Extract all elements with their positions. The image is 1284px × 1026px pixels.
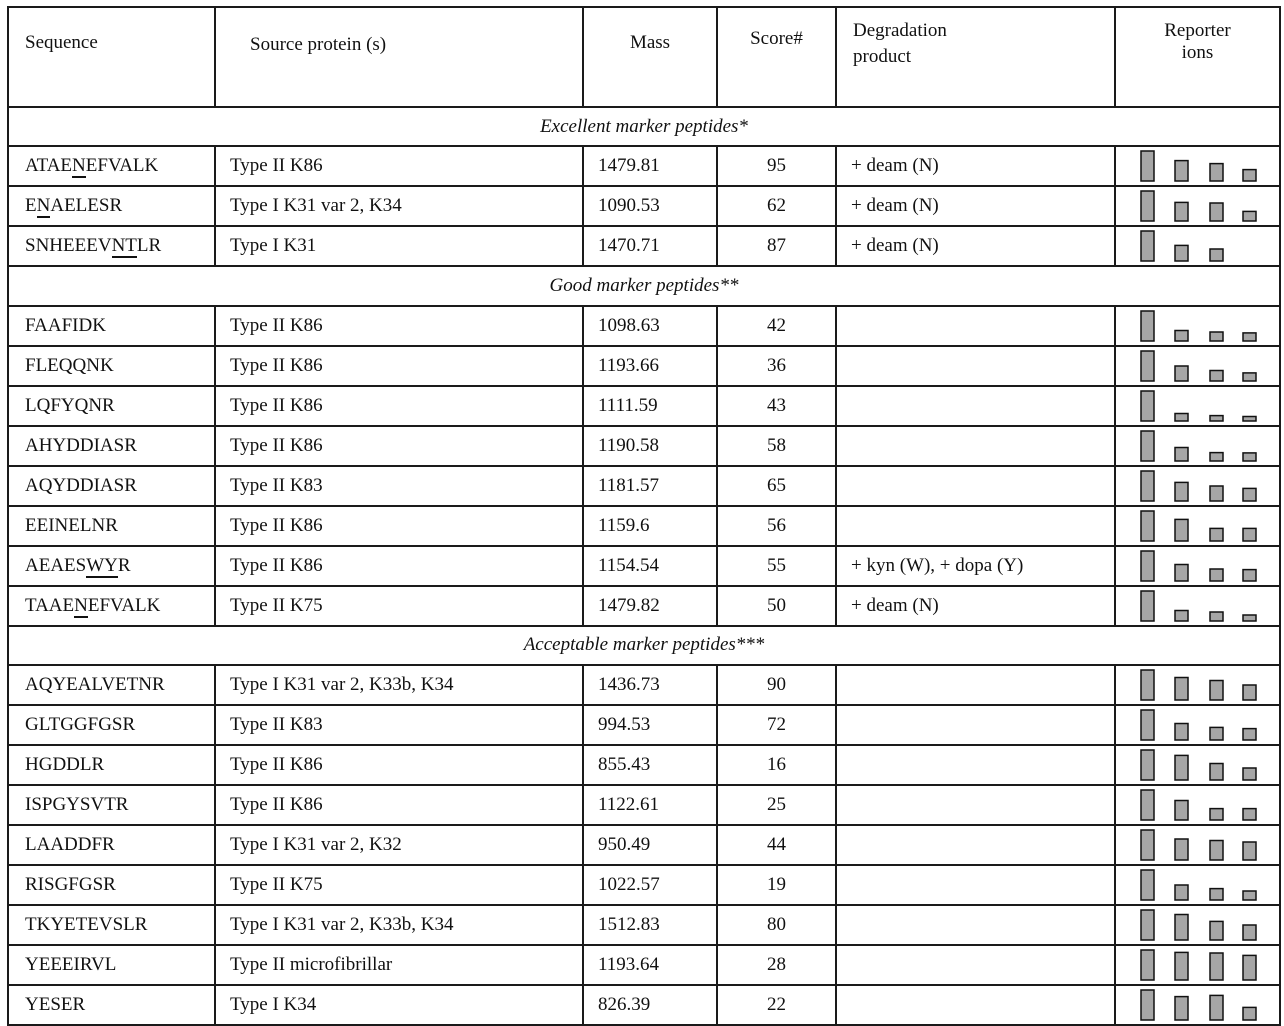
sequence-text: LAADDFR xyxy=(25,833,115,855)
section-header-row xyxy=(8,626,1280,665)
sequence-modified-residues: N xyxy=(72,155,86,177)
reporter-ion-bar xyxy=(1243,1007,1256,1020)
table-row xyxy=(8,785,1280,825)
reporter-ion-bar xyxy=(1243,768,1256,780)
score-cell: 42 xyxy=(717,306,836,346)
table-row xyxy=(8,665,1280,705)
mass-cell: 1111.59 xyxy=(583,386,717,426)
table-row xyxy=(8,865,1280,905)
sequence-text: ISPGYSVTR xyxy=(25,793,129,815)
reporter-ion-bar xyxy=(1141,910,1154,940)
score-cell: 80 xyxy=(717,905,836,945)
reporter-ions-chart xyxy=(1116,147,1279,185)
section-title: Acceptable marker peptides*** xyxy=(8,626,1280,665)
reporter-ions-chart xyxy=(1116,986,1279,1024)
degradation-cell xyxy=(836,386,1115,426)
sequence-text: YEEEIRVL xyxy=(25,953,117,975)
section-header-row xyxy=(8,107,1280,146)
source-protein-cell: Type I K31 var 2, K33b, K34 xyxy=(215,665,583,705)
sequence-text: LR xyxy=(136,235,162,257)
sequence-text: AEAES xyxy=(25,554,87,576)
sequence-text: AELESR xyxy=(50,195,123,217)
mass-cell: 826.39 xyxy=(583,985,717,1025)
reporter-ions-chart xyxy=(1116,906,1279,944)
reporter-ion-bar xyxy=(1243,955,1256,980)
sequence-cell xyxy=(8,945,215,985)
sequence-cell xyxy=(8,226,215,266)
sequence-cell xyxy=(8,785,215,825)
mass-cell: 1512.83 xyxy=(583,905,717,945)
reporter-ion-bar xyxy=(1175,677,1188,700)
reporter-ion-bar xyxy=(1175,952,1188,980)
sequence-text: E xyxy=(25,195,37,217)
mass-cell: 950.49 xyxy=(583,825,717,865)
score-cell: 56 xyxy=(717,506,836,546)
degradation-cell xyxy=(836,945,1115,985)
reporter-ions-cell xyxy=(1115,306,1280,346)
mass-cell: 1436.73 xyxy=(583,665,717,705)
sequence-cell xyxy=(8,745,215,785)
reporter-ion-bar xyxy=(1243,728,1256,739)
reporter-ions-cell xyxy=(1115,226,1280,266)
score-cell: 65 xyxy=(717,466,836,506)
table-row xyxy=(8,546,1280,586)
reporter-ion-bar xyxy=(1210,680,1223,700)
reporter-ion-bar xyxy=(1175,482,1188,501)
reporter-ion-bar xyxy=(1175,839,1188,860)
reporter-ion-bar xyxy=(1210,332,1223,341)
reporter-ion-bar xyxy=(1141,311,1154,341)
source-protein-cell: Type I K31 var 2, K33b, K34 xyxy=(215,905,583,945)
sequence-text: TAAE xyxy=(25,594,75,616)
sequence-text: YESER xyxy=(25,993,86,1015)
reporter-ions-cell xyxy=(1115,586,1280,626)
table-row xyxy=(8,745,1280,785)
table-row xyxy=(8,146,1280,186)
reporter-ions-cell xyxy=(1115,825,1280,865)
sequence-cell xyxy=(8,346,215,386)
score-cell: 87 xyxy=(717,226,836,266)
section-title: Excellent marker peptides* xyxy=(8,107,1280,146)
degradation-cell xyxy=(836,985,1115,1025)
reporter-ions-chart xyxy=(1116,786,1279,824)
source-protein-cell: Type II K75 xyxy=(215,865,583,905)
mass-cell: 1022.57 xyxy=(583,865,717,905)
peptide-marker-table xyxy=(7,6,1281,1026)
degradation-cell: + deam (N) xyxy=(836,586,1115,626)
reporter-ion-bar xyxy=(1210,840,1223,860)
score-cell: 50 xyxy=(717,586,836,626)
reporter-ion-bar xyxy=(1210,569,1223,581)
reporter-ion-bar xyxy=(1243,488,1256,501)
reporter-ion-bar xyxy=(1175,723,1188,740)
degradation-cell xyxy=(836,825,1115,865)
reporter-ion-bar xyxy=(1175,996,1188,1019)
reporter-ions-chart xyxy=(1116,587,1279,625)
reporter-ions-cell xyxy=(1115,186,1280,226)
reporter-ion-bar xyxy=(1210,888,1223,899)
reporter-ions-cell xyxy=(1115,905,1280,945)
mass-cell: 1154.54 xyxy=(583,546,717,586)
reporter-ions-chart xyxy=(1116,467,1279,505)
reporter-ion-bar xyxy=(1210,808,1223,819)
sequence-text: FLEQQNK xyxy=(25,354,114,376)
sequence-text: AQYEALVETNR xyxy=(25,673,165,695)
sequence-cell xyxy=(8,865,215,905)
reporter-ion-bar xyxy=(1175,564,1188,581)
reporter-ion-bar xyxy=(1243,925,1256,940)
reporter-ions-cell xyxy=(1115,785,1280,825)
reporter-ion-bar xyxy=(1210,249,1223,261)
reporter-ions-cell xyxy=(1115,745,1280,785)
source-protein-cell: Type II K86 xyxy=(215,745,583,785)
reporter-ion-bar xyxy=(1243,212,1256,222)
sequence-cell xyxy=(8,705,215,745)
sequence-text: SNHEEEV xyxy=(25,235,112,257)
reporter-ion-bar xyxy=(1243,615,1256,621)
degradation-cell xyxy=(836,905,1115,945)
header-degradation-product xyxy=(836,7,1115,107)
reporter-ion-bar xyxy=(1210,763,1223,780)
sequence-modified-residues: WY xyxy=(86,554,118,576)
reporter-ion-bar xyxy=(1243,685,1256,700)
reporter-ion-bar xyxy=(1243,842,1256,860)
degradation-cell xyxy=(836,506,1115,546)
reporter-ion-bar xyxy=(1210,415,1223,420)
sequence-modified-residues: N xyxy=(36,195,51,217)
sequence-text: RISGFGSR xyxy=(25,873,116,895)
sequence-modified-residues: NT xyxy=(111,235,137,257)
degradation-cell xyxy=(836,665,1115,705)
degradation-cell xyxy=(836,745,1115,785)
reporter-ions-cell xyxy=(1115,506,1280,546)
table-row xyxy=(8,226,1280,266)
source-protein-cell: Type II microfibrillar xyxy=(215,945,583,985)
reporter-ion-bar xyxy=(1210,486,1223,501)
mass-cell: 1159.6 xyxy=(583,506,717,546)
reporter-ion-bar xyxy=(1210,921,1223,940)
sequence-text: GLTGGFGSR xyxy=(25,713,136,735)
reporter-ion-bar xyxy=(1175,246,1188,262)
sequence-cell xyxy=(8,985,215,1025)
reporter-ion-bar xyxy=(1175,610,1188,621)
reporter-ion-bar xyxy=(1210,528,1223,541)
degradation-cell xyxy=(836,466,1115,506)
header-sequence: Sequence xyxy=(8,7,215,107)
reporter-ion-bar xyxy=(1141,790,1154,820)
header-row xyxy=(8,7,1280,107)
table-row xyxy=(8,905,1280,945)
table-row xyxy=(8,386,1280,426)
table-row xyxy=(8,346,1280,386)
degradation-cell: + deam (N) xyxy=(836,146,1115,186)
degradation-cell xyxy=(836,705,1115,745)
reporter-ion-bar xyxy=(1141,950,1154,980)
mass-cell: 1479.81 xyxy=(583,146,717,186)
sequence-cell xyxy=(8,186,215,226)
reporter-ions-chart xyxy=(1116,706,1279,744)
reporter-ion-bar xyxy=(1141,471,1154,501)
reporter-ion-bar xyxy=(1243,569,1256,580)
reporter-ion-bar xyxy=(1141,990,1154,1020)
table-row xyxy=(8,186,1280,226)
reporter-ions-cell xyxy=(1115,346,1280,386)
reporter-ion-bar xyxy=(1141,670,1154,700)
mass-cell: 1470.71 xyxy=(583,226,717,266)
sequence-cell xyxy=(8,426,215,466)
sequence-cell xyxy=(8,546,215,586)
sequence-cell xyxy=(8,506,215,546)
score-cell: 58 xyxy=(717,426,836,466)
sequence-text: ATAE xyxy=(25,155,73,177)
reporter-ions-chart xyxy=(1116,746,1279,784)
reporter-ion-bar xyxy=(1243,416,1256,421)
reporter-ion-bar xyxy=(1243,808,1256,819)
reporter-ion-bar xyxy=(1243,528,1256,541)
reporter-ion-bar xyxy=(1141,591,1154,621)
score-cell: 36 xyxy=(717,346,836,386)
reporter-ion-bar xyxy=(1141,830,1154,860)
mass-cell: 1181.57 xyxy=(583,466,717,506)
sequence-text: HGDDLR xyxy=(25,753,105,775)
reporter-ion-bar xyxy=(1175,366,1188,381)
section-title: Good marker peptides** xyxy=(8,266,1280,305)
sequence-cell xyxy=(8,665,215,705)
reporter-ion-bar xyxy=(1175,161,1188,181)
reporter-ions-chart xyxy=(1116,427,1279,465)
sequence-cell xyxy=(8,586,215,626)
reporter-ion-bar xyxy=(1175,413,1188,421)
reporter-ion-bar xyxy=(1175,519,1188,541)
reporter-ions-cell xyxy=(1115,386,1280,426)
reporter-ion-bar xyxy=(1175,800,1188,820)
reporter-ions-cell xyxy=(1115,985,1280,1025)
source-protein-cell: Type II K83 xyxy=(215,705,583,745)
reporter-ions-chart xyxy=(1116,187,1279,225)
reporter-ions-chart xyxy=(1116,347,1279,385)
reporter-ion-bar xyxy=(1175,914,1188,940)
table-row xyxy=(8,825,1280,865)
reporter-ion-bar xyxy=(1210,612,1223,621)
reporter-ions-chart xyxy=(1116,826,1279,864)
score-cell: 95 xyxy=(717,146,836,186)
reporter-ion-bar xyxy=(1141,191,1154,221)
reporter-ion-bar xyxy=(1243,332,1256,340)
table-row xyxy=(8,306,1280,346)
reporter-ions-cell xyxy=(1115,466,1280,506)
source-protein-cell: Type I K31 xyxy=(215,226,583,266)
source-protein-cell: Type II K83 xyxy=(215,466,583,506)
score-cell: 62 xyxy=(717,186,836,226)
table-row xyxy=(8,705,1280,745)
reporter-ion-bar xyxy=(1175,755,1188,780)
header-degradation-line2: product xyxy=(853,46,912,67)
reporter-ion-bar xyxy=(1141,151,1154,181)
sequence-cell xyxy=(8,905,215,945)
score-cell: 44 xyxy=(717,825,836,865)
degradation-cell xyxy=(836,306,1115,346)
source-protein-cell: Type II K86 xyxy=(215,426,583,466)
reporter-ions-chart xyxy=(1116,666,1279,704)
header-mass: Mass xyxy=(583,7,717,107)
reporter-ions-cell xyxy=(1115,945,1280,985)
source-protein-cell: Type I K31 var 2, K32 xyxy=(215,825,583,865)
mass-cell: 1090.53 xyxy=(583,186,717,226)
reporter-ion-bar xyxy=(1141,391,1154,421)
reporter-ion-bar xyxy=(1175,330,1188,341)
mass-cell: 1193.64 xyxy=(583,945,717,985)
table-body xyxy=(8,107,1280,1025)
score-cell: 72 xyxy=(717,705,836,745)
sequence-text: AQYDDIASR xyxy=(25,474,137,496)
mass-cell: 1122.61 xyxy=(583,785,717,825)
reporter-ions-cell xyxy=(1115,426,1280,466)
reporter-ions-cell xyxy=(1115,705,1280,745)
header-reporter-line2: ions xyxy=(1181,42,1214,63)
sequence-modified-residues: N xyxy=(74,594,88,616)
reporter-ions-cell xyxy=(1115,665,1280,705)
reporter-ions-chart xyxy=(1116,307,1279,345)
sequence-text: LQFYQNR xyxy=(25,394,115,416)
table-row xyxy=(8,466,1280,506)
reporter-ion-bar xyxy=(1243,372,1256,380)
reporter-ions-chart xyxy=(1116,946,1279,984)
reporter-ion-bar xyxy=(1243,891,1256,900)
reporter-ion-bar xyxy=(1141,351,1154,381)
degradation-cell xyxy=(836,346,1115,386)
reporter-ion-bar xyxy=(1175,885,1188,900)
score-cell: 90 xyxy=(717,665,836,705)
table-row xyxy=(8,586,1280,626)
mass-cell: 1193.66 xyxy=(583,346,717,386)
degradation-cell: + deam (N) xyxy=(836,186,1115,226)
sequence-text: EFVALK xyxy=(85,155,159,177)
reporter-ions-cell xyxy=(1115,865,1280,905)
reporter-ion-bar xyxy=(1210,953,1223,980)
header-reporter-line1: Reporter xyxy=(1164,20,1231,41)
header-degradation-line1: Degradation xyxy=(853,20,947,41)
section-header-row xyxy=(8,266,1280,305)
reporter-ion-bar xyxy=(1141,750,1154,780)
reporter-ion-bar xyxy=(1141,870,1154,900)
reporter-ions-chart xyxy=(1116,866,1279,904)
reporter-ion-bar xyxy=(1141,710,1154,740)
mass-cell: 1479.82 xyxy=(583,586,717,626)
sequence-text: EFVALK xyxy=(87,594,161,616)
sequence-cell xyxy=(8,146,215,186)
header-reporter-ions xyxy=(1115,7,1280,107)
table-row xyxy=(8,426,1280,466)
source-protein-cell: Type I K34 xyxy=(215,985,583,1025)
reporter-ions-chart xyxy=(1116,507,1279,545)
reporter-ion-bar xyxy=(1210,370,1223,381)
sequence-text: R xyxy=(117,554,131,576)
mass-cell: 1098.63 xyxy=(583,306,717,346)
sequence-cell xyxy=(8,825,215,865)
sequence-cell xyxy=(8,306,215,346)
reporter-ion-bar xyxy=(1243,452,1256,460)
mass-cell: 994.53 xyxy=(583,705,717,745)
source-protein-cell: Type II K86 xyxy=(215,386,583,426)
source-protein-cell: Type II K86 xyxy=(215,306,583,346)
reporter-ion-bar xyxy=(1175,447,1188,461)
reporter-ion-bar xyxy=(1210,995,1223,1020)
reporter-ions-chart xyxy=(1116,387,1279,425)
mass-cell: 855.43 xyxy=(583,745,717,785)
reporter-ion-bar xyxy=(1141,431,1154,461)
score-cell: 22 xyxy=(717,985,836,1025)
sequence-text: FAAFIDK xyxy=(25,314,106,336)
score-cell: 55 xyxy=(717,546,836,586)
score-cell: 28 xyxy=(717,945,836,985)
reporter-ion-bar xyxy=(1141,551,1154,581)
degradation-cell xyxy=(836,426,1115,466)
source-protein-cell: Type II K86 xyxy=(215,546,583,586)
sequence-text: AHYDDIASR xyxy=(25,434,137,456)
reporter-ions-chart xyxy=(1116,547,1279,585)
reporter-ions-chart xyxy=(1116,227,1279,265)
table-row xyxy=(8,945,1280,985)
reporter-ions-cell xyxy=(1115,146,1280,186)
reporter-ion-bar xyxy=(1210,452,1223,460)
score-cell: 43 xyxy=(717,386,836,426)
degradation-cell xyxy=(836,785,1115,825)
degradation-cell xyxy=(836,865,1115,905)
sequence-cell xyxy=(8,466,215,506)
reporter-ion-bar xyxy=(1243,170,1256,181)
table-row xyxy=(8,985,1280,1025)
reporter-ion-bar xyxy=(1210,164,1223,181)
reporter-ion-bar xyxy=(1175,203,1188,222)
source-protein-cell: Type II K86 xyxy=(215,146,583,186)
source-protein-cell: Type II K75 xyxy=(215,586,583,626)
source-protein-cell: Type II K86 xyxy=(215,346,583,386)
reporter-ion-bar xyxy=(1210,727,1223,740)
reporter-ion-bar xyxy=(1141,511,1154,541)
reporter-ion-bar xyxy=(1141,231,1154,261)
mass-cell: 1190.58 xyxy=(583,426,717,466)
reporter-ion-bar xyxy=(1210,203,1223,221)
degradation-cell: + deam (N) xyxy=(836,226,1115,266)
header-score: Score# xyxy=(717,7,836,107)
source-protein-cell: Type II K86 xyxy=(215,506,583,546)
score-cell: 19 xyxy=(717,865,836,905)
sequence-text: EEINELNR xyxy=(25,514,118,536)
header-source-protein: Source protein (s) xyxy=(215,7,583,107)
table-row xyxy=(8,506,1280,546)
sequence-cell xyxy=(8,386,215,426)
score-cell: 16 xyxy=(717,745,836,785)
sequence-text: TKYETEVSLR xyxy=(25,913,148,935)
source-protein-cell: Type II K86 xyxy=(215,785,583,825)
reporter-ions-cell xyxy=(1115,546,1280,586)
source-protein-cell: Type I K31 var 2, K34 xyxy=(215,186,583,226)
score-cell: 25 xyxy=(717,785,836,825)
degradation-cell: + kyn (W), + dopa (Y) xyxy=(836,546,1115,586)
